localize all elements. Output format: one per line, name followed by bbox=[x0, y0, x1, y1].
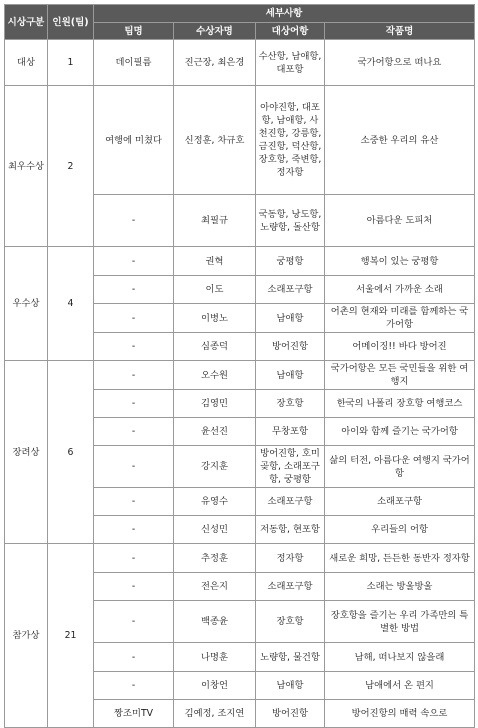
ports-cell: 국동항, 낭도항, 노량항, 돌산항 bbox=[256, 195, 325, 247]
work-cell: 서울에서 가까운 소래 bbox=[325, 276, 475, 304]
work-cell: 아이와 함께 즐기는 국가어항 bbox=[325, 418, 475, 446]
winners-cell: 진근장, 최은경 bbox=[174, 40, 256, 86]
category-cell: 우수상 bbox=[5, 247, 48, 361]
team-cell: - bbox=[94, 247, 174, 276]
team-cell: - bbox=[94, 195, 174, 247]
team-cell: 짱조미TV bbox=[94, 700, 174, 728]
count-cell: 4 bbox=[48, 247, 94, 361]
winners-cell: 신성민 bbox=[174, 516, 256, 544]
winners-cell: 신정훈, 차규호 bbox=[174, 86, 256, 195]
ports-cell: 남애항 bbox=[256, 672, 325, 700]
table-row bbox=[5, 361, 475, 390]
work-cell: 국가어항으로 떠나요 bbox=[325, 40, 475, 86]
team-cell: - bbox=[94, 304, 174, 333]
category-cell: 장려상 bbox=[5, 361, 48, 544]
ports-cell: 아야진항, 대포항, 남애항, 사천진항, 강릉항, 금진항, 덕산항, 장호항, 죽변항, 정자항 bbox=[256, 86, 325, 195]
winners-cell: 윤선진 bbox=[174, 418, 256, 446]
header-team: 팀명 bbox=[94, 23, 174, 40]
awards-table bbox=[4, 4, 475, 728]
ports-cell: 저동항, 현포항 bbox=[256, 516, 325, 544]
winners-cell: 이창언 bbox=[174, 672, 256, 700]
winners-cell: 이도 bbox=[174, 276, 256, 304]
work-cell: 삶의 터전, 아름다운 여행지 국가어항 bbox=[325, 446, 475, 488]
winners-cell: 강지훈 bbox=[174, 446, 256, 488]
header-count: 인원(팀) bbox=[48, 5, 94, 40]
winners-cell: 추정훈 bbox=[174, 544, 256, 573]
winners-cell: 최필규 bbox=[174, 195, 256, 247]
winners-cell: 이병노 bbox=[174, 304, 256, 333]
team-cell: - bbox=[94, 672, 174, 700]
ports-cell: 남애항 bbox=[256, 361, 325, 390]
header-ports: 대상어항 bbox=[256, 23, 325, 40]
header-category: 시상구분 bbox=[5, 5, 48, 40]
category-cell: 참가상 bbox=[5, 544, 48, 728]
team-cell: - bbox=[94, 446, 174, 488]
team-cell: - bbox=[94, 361, 174, 390]
team-cell: - bbox=[94, 333, 174, 361]
ports-cell: 방어진항 bbox=[256, 700, 325, 728]
work-cell: 방어진항의 매력 속으로 bbox=[325, 700, 475, 728]
category-cell: 대상 bbox=[5, 40, 48, 86]
ports-cell: 궁평항 bbox=[256, 247, 325, 276]
work-cell: 장호항을 즐기는 우리 가족만의 특별한 방법 bbox=[325, 601, 475, 643]
team-cell: - bbox=[94, 544, 174, 573]
team-cell: - bbox=[94, 601, 174, 643]
team-cell: - bbox=[94, 276, 174, 304]
team-cell: - bbox=[94, 516, 174, 544]
team-cell: - bbox=[94, 390, 174, 418]
work-cell: 우리들의 어항 bbox=[325, 516, 475, 544]
count-cell: 21 bbox=[48, 544, 94, 728]
work-cell: 남애에서 온 편지 bbox=[325, 672, 475, 700]
header-winners: 수상자명 bbox=[174, 23, 256, 40]
team-cell: - bbox=[94, 573, 174, 601]
table-row bbox=[5, 247, 475, 276]
work-cell: 남해, 떠나보지 않을래 bbox=[325, 643, 475, 672]
ports-cell: 남애항 bbox=[256, 304, 325, 333]
work-cell: 아름다운 도피처 bbox=[325, 195, 475, 247]
work-cell: 소중한 우리의 유산 bbox=[325, 86, 475, 195]
team-cell: 데이필름 bbox=[94, 40, 174, 86]
work-cell: 새로운 희망, 든든한 동반자 정자항 bbox=[325, 544, 475, 573]
ports-cell: 정자항 bbox=[256, 544, 325, 573]
ports-cell: 수산항, 남애항, 대포항 bbox=[256, 40, 325, 86]
header-details: 세부사항 bbox=[94, 5, 475, 23]
winners-cell: 유영수 bbox=[174, 488, 256, 516]
table-row bbox=[5, 544, 475, 573]
ports-cell: 소래포구항 bbox=[256, 573, 325, 601]
winners-cell: 권혁 bbox=[174, 247, 256, 276]
winners-cell: 나명훈 bbox=[174, 643, 256, 672]
winners-cell: 김영민 bbox=[174, 390, 256, 418]
work-cell: 어메이징!! 바다 방어진 bbox=[325, 333, 475, 361]
ports-cell: 소래포구항 bbox=[256, 488, 325, 516]
ports-cell: 방어진항, 호미곶항, 소래포구항, 궁평항 bbox=[256, 446, 325, 488]
count-cell: 1 bbox=[48, 40, 94, 86]
table-row bbox=[5, 86, 475, 195]
category-cell: 최우수상 bbox=[5, 86, 48, 247]
team-cell: 여행에 미쳤다 bbox=[94, 86, 174, 195]
winners-cell: 전은지 bbox=[174, 573, 256, 601]
work-cell: 행복이 있는 궁평항 bbox=[325, 247, 475, 276]
count-cell: 6 bbox=[48, 361, 94, 544]
ports-cell: 무창포항 bbox=[256, 418, 325, 446]
header-work: 작품명 bbox=[325, 23, 475, 40]
winners-cell: 김예정, 조지연 bbox=[174, 700, 256, 728]
work-cell: 어촌의 현재와 미래를 함께하는 국가어항 bbox=[325, 304, 475, 333]
work-cell: 소래는 방울방울 bbox=[325, 573, 475, 601]
work-cell: 한국의 나폴리 장호항 여행코스 bbox=[325, 390, 475, 418]
ports-cell: 방어진항 bbox=[256, 333, 325, 361]
work-cell: 국가어항은 모든 국민들을 위한 여행지 bbox=[325, 361, 475, 390]
table-row bbox=[5, 40, 475, 86]
winners-cell: 백종윤 bbox=[174, 601, 256, 643]
ports-cell: 노량항, 물건항 bbox=[256, 643, 325, 672]
team-cell: - bbox=[94, 488, 174, 516]
winners-cell: 오수원 bbox=[174, 361, 256, 390]
ports-cell: 소래포구항 bbox=[256, 276, 325, 304]
team-cell: - bbox=[94, 643, 174, 672]
ports-cell: 장호항 bbox=[256, 390, 325, 418]
work-cell: 소래포구항 bbox=[325, 488, 475, 516]
ports-cell: 장호항 bbox=[256, 601, 325, 643]
count-cell: 2 bbox=[48, 86, 94, 247]
winners-cell: 심종덕 bbox=[174, 333, 256, 361]
team-cell: - bbox=[94, 418, 174, 446]
